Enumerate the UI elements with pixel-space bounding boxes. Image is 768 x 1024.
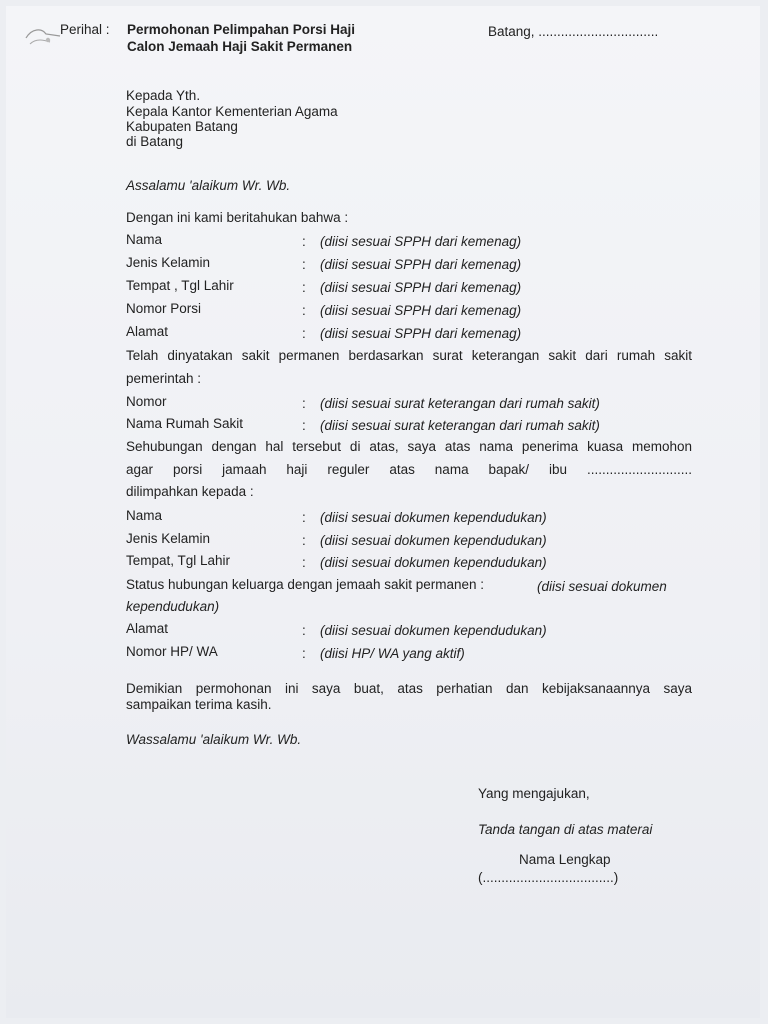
letter-page [6, 6, 760, 1018]
field-colon: : [302, 396, 306, 411]
field-colon: : [302, 555, 306, 570]
field-value: (diisi sesuai dokumen kependudukan) [320, 623, 547, 638]
staple-mark-icon [24, 24, 64, 50]
field-colon: : [302, 623, 306, 638]
request-line-3: dilimpahkan kepada : [126, 484, 254, 499]
field-value: (diisi HP/ WA yang aktif) [320, 646, 465, 661]
field-colon: : [302, 646, 306, 661]
field-label: Tempat, Tgl Lahir [126, 553, 231, 568]
recipient-line-3: Kabupaten Batang [126, 119, 238, 134]
field-label: Nomor [126, 394, 167, 409]
applicant-label: Yang mengajukan, [478, 786, 590, 801]
closing-line-1: Demikian permohonan ini saya buat, atas perhatian dan kebijaksanaannya saya [126, 681, 692, 696]
relation-value-cont: kependudukan) [126, 599, 220, 614]
field-value: (diisi sesuai dokumen kependudukan) [320, 555, 547, 570]
field-value: (diisi sesuai SPPH dari kemenag) [320, 257, 522, 272]
farewell: Wassalamu 'alaikum Wr. Wb. [126, 732, 302, 747]
field-label: Alamat [126, 324, 169, 339]
place-date: Batang, ................................ [488, 24, 659, 39]
field-colon: : [302, 303, 306, 318]
name-blank: (...................................) [478, 870, 619, 885]
subject-line-1: Permohonan Pelimpahan Porsi Haji [127, 22, 356, 37]
field-label: Nama [126, 232, 163, 247]
field-colon: : [302, 234, 306, 249]
request-line-1: Sehubungan dengan hal tersebut di atas, saya atas nama penerima kuasa memohon [126, 439, 692, 454]
field-value: (diisi sesuai SPPH dari kemenag) [320, 234, 522, 249]
perihal-label: Perihal : [60, 22, 110, 37]
field-value: (diisi sesuai SPPH dari kemenag) [320, 303, 522, 318]
field-value: (diisi sesuai dokumen kependudukan) [320, 533, 547, 548]
sick-statement-line-2: pemerintah : [126, 371, 202, 386]
field-label: Nama Rumah Sakit [126, 416, 244, 431]
field-colon: : [302, 510, 306, 525]
intro-text: Dengan ini kami beritahukan bahwa : [126, 210, 349, 225]
field-value: (diisi sesuai SPPH dari kemenag) [320, 326, 522, 341]
field-colon: : [302, 533, 306, 548]
relation-value: (diisi sesuai dokumen [537, 579, 667, 594]
sick-statement-line-1: Telah dinyatakan sakit permanen berdasarkan surat keterangan sakit dari rumah sakit [126, 348, 692, 363]
field-label: Jenis Kelamin [126, 255, 211, 270]
field-value: (diisi sesuai surat keterangan dari rumah sakit) [320, 418, 600, 433]
signature-note: Tanda tangan di atas materai [478, 822, 653, 837]
field-colon: : [302, 257, 306, 272]
field-colon: : [302, 326, 306, 341]
recipient-line-2: Kepala Kantor Kementerian Agama [126, 104, 338, 119]
field-label: Alamat [126, 621, 169, 636]
field-value: (diisi sesuai dokumen kependudukan) [320, 510, 547, 525]
field-label: Nomor Porsi [126, 301, 202, 316]
field-label: Jenis Kelamin [126, 531, 211, 546]
relation-label: Status hubungan keluarga dengan jemaah sakit permanen : [126, 577, 485, 592]
full-name-label: Nama Lengkap [519, 852, 611, 867]
field-colon: : [302, 418, 306, 433]
closing-line-2: sampaikan terima kasih. [126, 697, 272, 712]
field-label: Nomor HP/ WA [126, 644, 218, 659]
recipient-line-4: di Batang [126, 134, 184, 149]
field-colon: : [302, 280, 306, 295]
field-label: Tempat , Tgl Lahir [126, 278, 234, 293]
recipient-line-1: Kepada Yth. [126, 88, 201, 103]
request-line-2: agar porsi jamaah haji reguler atas nama bapak/ ibu ............................ [126, 462, 692, 477]
field-value: (diisi sesuai surat keterangan dari rumah sakit) [320, 396, 600, 411]
field-label: Nama [126, 508, 163, 523]
field-value: (diisi sesuai SPPH dari kemenag) [320, 280, 522, 295]
greeting: Assalamu 'alaikum Wr. Wb. [126, 178, 291, 193]
subject-line-2: Calon Jemaah Haji Sakit Permanen [127, 39, 353, 54]
